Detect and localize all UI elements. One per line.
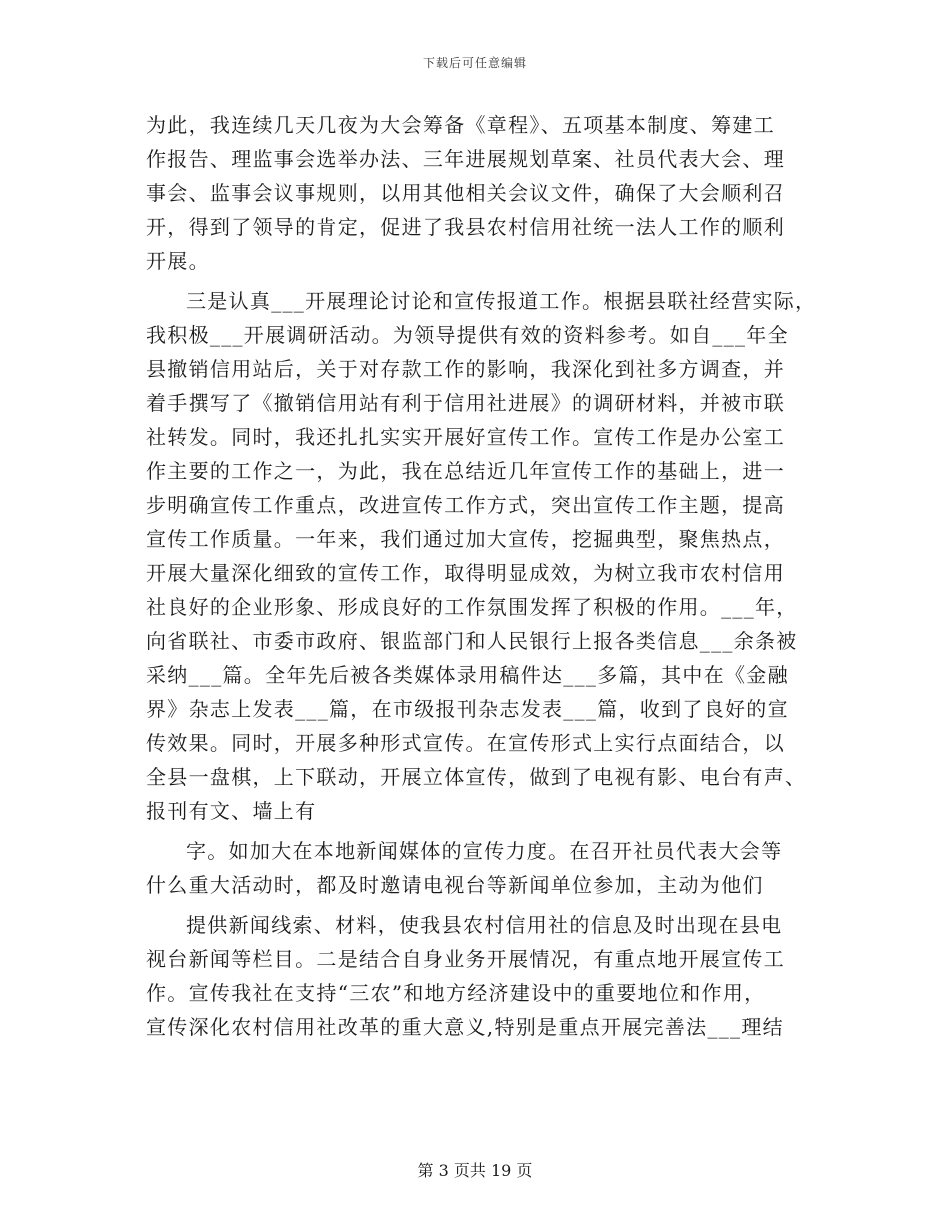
page-header: 下载后可任意编辑 (422, 56, 527, 70)
body-line: 作。宣传我社在支持“三农”和地方经济建设中的重要地位和作用， (146, 981, 766, 1005)
body-line: 什么重大活动时，都及时邀请电视台等新闻单位参加，主动为他们 (146, 873, 764, 897)
body-line: 为此，我连续几天几夜为大会筹备《章程》、五项基本制度、筹建工 (146, 113, 775, 137)
body-line: 作主要的工作之一，为此，我在总结近几年宣传工作的基础上，进一 (146, 459, 785, 483)
body-line: 我积极___开展调研活动。为领导提供有效的资料参考。如自___年全 (146, 323, 789, 347)
page-number: 第 3 页共 19 页 (417, 1161, 533, 1180)
body-line: 步明确宣传工作重点，改进宣传工作方式，突出宣传工作主题，提高 (146, 493, 785, 517)
body-line: 宣传深化农村信用社改革的重大意义,特别是重点开展完善法___理结 (146, 1015, 784, 1039)
body-line: 着手撰写了《撤销信用站有利于信用社进展》的调研材料，并被市联 (146, 391, 785, 415)
body-line: 向省联社、市委市政府、银监部门和人民银行上报各类信息___余条被 (146, 629, 798, 653)
body-line: 提供新闻线索、材料，使我县农村信用社的信息及时出现在县电 (186, 913, 783, 937)
body-line: 界》杂志上发表___篇，在市级报刊杂志发表___篇，收到了良好的宣 (146, 697, 789, 721)
body-line: 县撤销信用站后，关于对存款工作的影响，我深化到社多方调查，并 (146, 357, 785, 381)
body-line: 开，得到了领导的肯定，促进了我县农村信用社统一法人工作的顺利 (146, 215, 785, 239)
body-line: 三是认真___开展理论讨论和宣传报道工作。根据县联社经营实际， (186, 289, 817, 313)
body-line: 传效果。同时，开展多种形式宣传。在宣传形式上实行点面结合，以 (146, 731, 785, 755)
body-line: 视台新闻等栏目。二是结合自身业务开展情况，有重点地开展宣传工 (146, 947, 785, 971)
body-line: 开展大量深化细致的宣传工作，取得明显成效，为树立我市农村信用 (146, 561, 785, 585)
body-line: 宣传工作质量。一年来，我们通过加大宣传，挖掘典型，聚焦热点， (146, 527, 785, 551)
body-line: 社转发。同时，我还扎扎实实开展好宣传工作。宣传工作是办公室工 (146, 425, 785, 449)
body-line: 字。如加大在本地新闻媒体的宣传力度。在召开社员代表大会等 (186, 839, 783, 863)
body-line: 事会、监事会议事规则，以用其他相关会议文件，确保了大会顺利召 (146, 181, 785, 205)
body-line: 社良好的企业形象、形成良好的工作氛围发挥了积极的作用。___年， (146, 595, 798, 619)
body-line: 报刊有文、墙上有 (146, 799, 317, 823)
body-line: 采纳___篇。全年先后被各类媒体录用稿件达___多篇，其中在《金融 (146, 663, 789, 687)
body-line: 开展。 (146, 249, 210, 273)
body-line: 作报告、理监事会选举办法、三年进展规划草案、社员代表大会、理 (146, 147, 785, 171)
body-line: 全县一盘棋，上下联动，开展立体宣传，做到了电视有影、电台有声、 (146, 765, 807, 789)
